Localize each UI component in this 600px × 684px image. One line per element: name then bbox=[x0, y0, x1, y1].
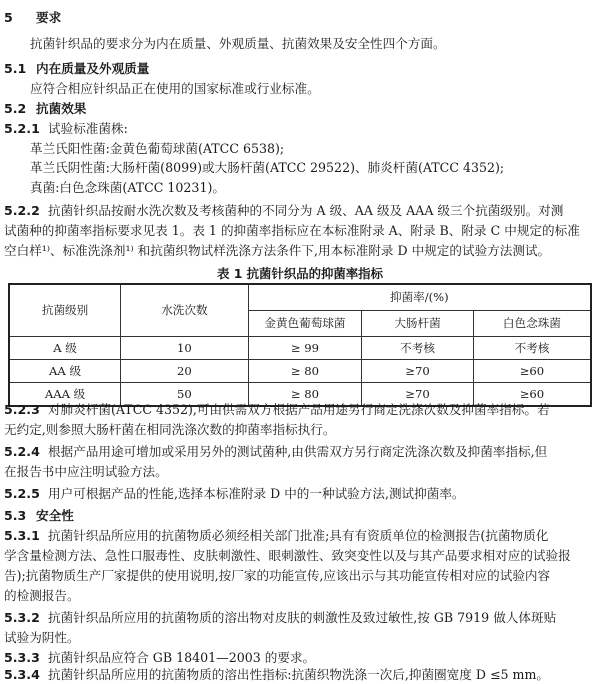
section-5-1-heading: 5.1 内在质量及外观质量 bbox=[4, 61, 150, 76]
strain-line-1: 革兰氏阳性菌:金黄色葡萄球菌(ATCC 6538); bbox=[30, 141, 285, 156]
section-5-3-3-line-1: 5.3.3 抗菌针织品应符合 GB 18401—2003 的要求。 bbox=[4, 650, 316, 665]
header-level: 抗菌级别 bbox=[9, 284, 121, 336]
table-row: AAA 级 50 ≥ 80 ≥70 ≥60 bbox=[9, 382, 591, 406]
section-5-2-3-line-2: 无约定,则参照大肠杆菌在相同洗涤次数的抑菌率指标执行。 bbox=[4, 422, 336, 437]
section-5-2-2-line-2: 试菌种的抑菌率指标要求见表 1。表 1 的抑菌率指标应在本标准附录 A、附录 B、附录 C 中规定的标准 bbox=[4, 223, 580, 238]
section-5-2-1-heading: 5.2.1 试验标准菌株: bbox=[4, 121, 128, 136]
header-candida: 白色念珠菌 bbox=[473, 310, 591, 336]
section-5-intro: 抗菌针织品的要求分为内在质量、外观质量、抗菌效果及安全性四个方面。 bbox=[30, 36, 446, 51]
section-5-3-4-line-1: 5.3.4 抗菌针织品所应用的抗菌物质的溶出性指标:抗菌织物洗涤一次后,抑菌圈宽度 D ≤5 mm。 bbox=[4, 667, 549, 682]
section-5-2-4-line-1: 5.2.4 根据产品用途可增加或采用另外的测试菌种,由供需双方另行商定洗涤次数及抑菌率指标,但 bbox=[4, 444, 548, 459]
section-5-2-4-line-2: 在报告书中应注明试验方法。 bbox=[4, 464, 168, 479]
section-5-2-5-line-1: 5.2.5 用户可根据产品的性能,选择本标准附录 D 中的一种试验方法,测试抑菌率。 bbox=[4, 486, 465, 501]
header-ecoli: 大肠杆菌 bbox=[362, 310, 474, 336]
header-wash: 水洗次数 bbox=[121, 284, 249, 336]
section-5-3-1-line-3: 告);抗菌物质生产厂家提供的使用说明,按厂家的功能宣传,应该出示与其功能宣传相对应的试验内容 bbox=[4, 568, 551, 583]
section-5-1-text: 应符合相应针织品正在使用的国家标准或行业标准。 bbox=[30, 81, 320, 96]
table-row: AA 级 20 ≥ 80 ≥70 ≥60 bbox=[9, 359, 591, 382]
table-caption: 表 1 抗菌针织品的抑菌率指标 bbox=[217, 266, 383, 281]
strain-line-2: 革兰氏阴性菌:大肠杆菌(8099)或大肠杆菌(ATCC 29522)、肺炎杆菌(ATCC 4352); bbox=[30, 160, 505, 175]
section-5-2-2-line-3: 空白样¹⁾、标准洗涤剂¹⁾ 和抗菌织物试样洗涤方法条件下,用本标准附录 D 中规定的试验方法测试。 bbox=[4, 243, 551, 258]
section-5-3-1-line-4: 的检测报告。 bbox=[4, 588, 80, 603]
section-5-3-heading: 5.3 安全性 bbox=[4, 508, 74, 523]
antibacterial-rate-table bbox=[8, 283, 592, 407]
strain-line-3: 真菌:白色念珠菌(ATCC 10231)。 bbox=[30, 180, 225, 195]
section-5-3-2-line-2: 试验为阴性。 bbox=[4, 630, 80, 645]
header-staph: 金黄色葡萄球菌 bbox=[248, 310, 362, 336]
section-5-2-3-line-1: 5.2.3 对肺炎杆菌(ATCC 4352),可由供需双方根据产品用途另行商定洗涤次数及抑菌率指标。若 bbox=[4, 402, 550, 417]
section-5-2-heading: 5.2 抗菌效果 bbox=[4, 101, 87, 116]
header-rate: 抑菌率/(%) bbox=[248, 284, 591, 310]
table-row: A 级 10 ≥ 99 不考核 不考核 bbox=[9, 336, 591, 359]
section-5-3-2-line-1: 5.3.2 抗菌针织品所应用的抗菌物质的溶出物对皮肤的刺激性及致过敏性,按 GB 7919 做人体斑贴 bbox=[4, 610, 557, 625]
section-5-2-2-line-1: 5.2.2 抗菌针织品按耐水洗次数及考核菌种的不同分为 A 级、AA 级及 AAA 级三个抗菌级别。对测 bbox=[4, 203, 564, 218]
section-5-heading: 5 要求 bbox=[4, 10, 62, 25]
section-5-3-1-line-2: 学含量检测方法、急性口服毒性、皮肤刺激性、眼刺激性、致突变性以及与其产品要求相对应的试验报 bbox=[4, 548, 571, 563]
section-5-3-1-line-1: 5.3.1 抗菌针织品所应用的抗菌物质必须经相关部门批准;具有有资质单位的检测报告(抗菌物质化 bbox=[4, 528, 549, 543]
